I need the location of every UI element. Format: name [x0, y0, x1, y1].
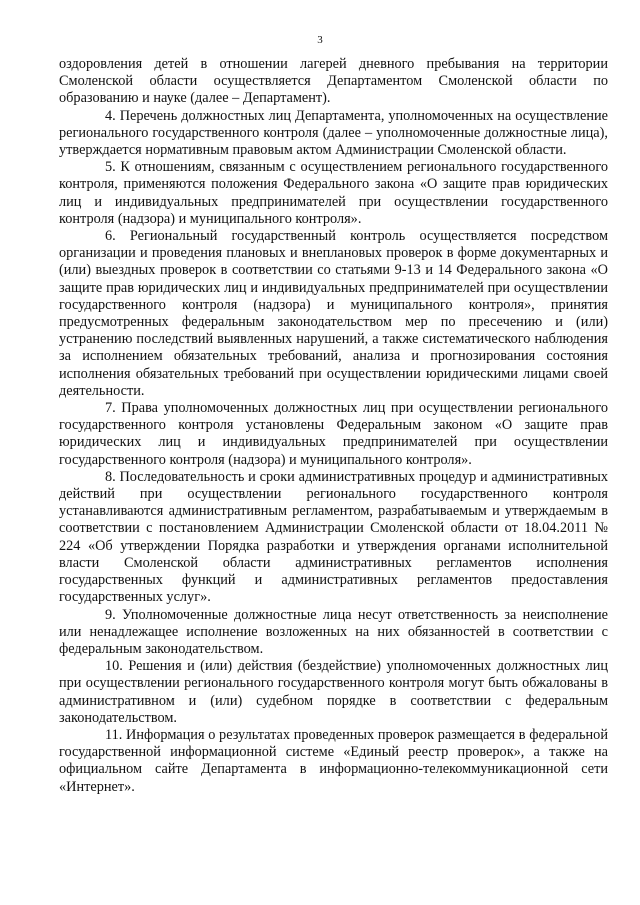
page-number: 3	[317, 34, 323, 46]
paragraph-6: 6. Региональный государственный контроль осуществляется посредством организации и проведения плановых и внеплановых проверок в форме документарных и (или) выездных проверок в соответствии со статьями 9-13 и 14 Федерального закона «О защите прав юридических лиц и индивидуальных предпринимателей при осуществлении государственного контроля (надзора) и муниципального контроля», принятия предусмотренных федеральным законодательством мер по пресечению и (или) устранению последствий выявленных нарушений, а также систематического наблюдения за исполнением обязательных требований, анализа и прогнозирования состояния исполнения обязательных требований при осуществлении юридическими лицами своей деятельности.	[59, 228, 608, 399]
paragraph-5: 5. К отношениям, связанным с осуществлением регионального государственного контроля, применяются положения Федерального закона «О защите прав юридических лиц и индивидуальных предпринимателей при осуществлении государственного контроля (надзора) и муниципального контроля».	[59, 159, 608, 227]
paragraph-8: 8. Последовательность и сроки административных процедур и административных действий при осуществлении регионального государственного контроля устанавливаются административным регламентом, разрабатываемым и утверждаемым в соответствии с постановлением Администрации Смоленской области от 18.04.2011 № 224 «Об утверждении Порядка разработки и утверждения органами исполнительной власти Смоленской области административных регламентов исполнения государственных функций и административных регламентов предоставления государственных услуг».	[59, 468, 608, 606]
paragraph-11: 11. Информация о результатах проведенных проверок размещается в федеральной государственной информационной системе «Единый реестр проверок», а также на официальном сайте Департамента в информационно-телекоммуникационной сети «Интернет».	[59, 726, 608, 795]
paragraph-10: 10. Решения и (или) действия (бездействие) уполномоченных должностных лиц при осуществлении регионального государственного контроля могут быть обжалованы в административном и (или) судебном порядке в соответствии с федеральным законодательством.	[59, 658, 608, 726]
paragraph-4: 4. Перечень должностных лиц Департамента, уполномоченных на осуществление регионального государственного контроля (далее – уполномоченные должностные лица), утверждается нормативным правовым актом Администрации Смоленской области.	[59, 107, 608, 159]
paragraph-7: 7. Права уполномоченных должностных лиц при осуществлении регионального государственного контроля установлены Федеральным законом «О защите прав юридических лиц и индивидуальных предпринимателей при осуществлении государственного контроля (надзора) и муниципального контроля».	[59, 400, 608, 468]
paragraph-continuation: оздоровления детей в отношении лагерей дневного пребывания на территории Смоленской области осуществляется Департаментом Смоленской области по образованию и науке (далее – Департамент).	[59, 56, 608, 107]
document-body	[59, 56, 608, 796]
paragraph-9: 9. Уполномоченные должностные лица несут ответственность за неисполнение или ненадлежащее исполнение возложенных на них обязанностей в соответствии с федеральным законодательством.	[59, 606, 608, 657]
